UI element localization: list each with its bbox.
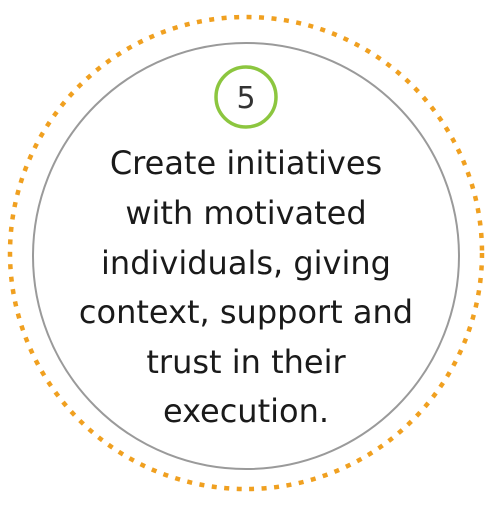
statement-line: context, support and: [78, 293, 414, 331]
statement-line: execution.: [162, 392, 330, 430]
step-number: 5: [236, 81, 256, 116]
statement-line: with motivated: [125, 194, 367, 232]
statement-line: trust in their: [146, 343, 346, 381]
statement-line: individuals, giving: [101, 244, 391, 282]
statement-line: Create initiatives: [109, 144, 383, 182]
step-badge: [216, 67, 276, 127]
